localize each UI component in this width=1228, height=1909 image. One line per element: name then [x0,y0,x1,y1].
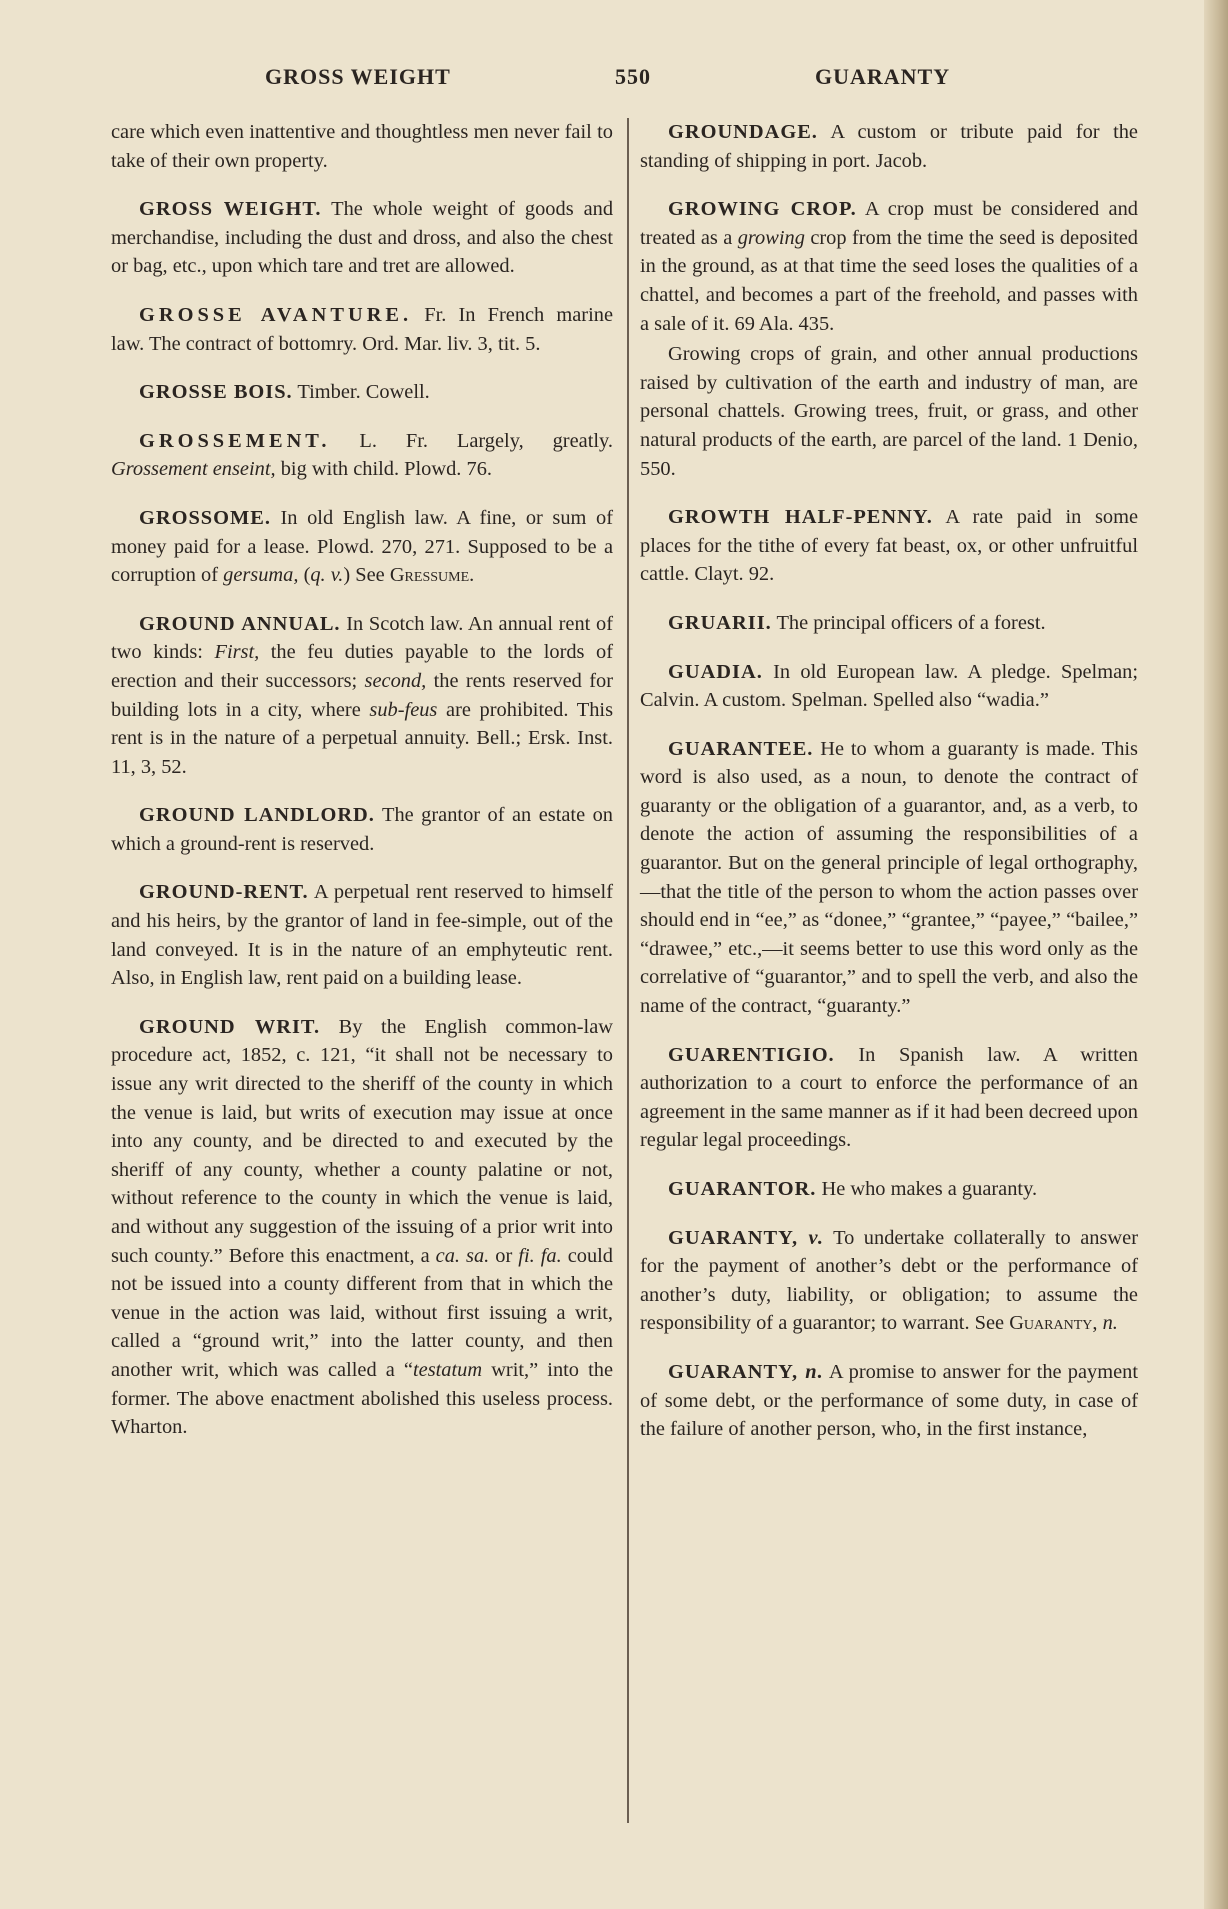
entry-text: He to whom a guaranty is made. This word is also used, as a noun, to denote the contract of guaranty or the obligation of a guarantor, and, as a verb, to denote the action of assuming the responsibilities of a guarantor. But on the general principle of legal orthography,—that the title of the person to whom the action passes over should end in “ee,” as “donee,” “grantee,” “payee,” “bailee,” “drawee,” etc.,—it seems better to use this word only as the correlative of “guarantor,” and to spell the verb, and also the name of the contract, “guaranty.” [640,737,1138,1018]
entry-italic-text: n. [1102,1312,1118,1335]
entry-text: ) See [343,564,390,587]
entry-text: L. Fr. Largely, greatly. [330,429,613,452]
dictionary-entry [640,503,1138,589]
entry-cross-reference: Guaranty, [1009,1312,1098,1335]
entry-text: The principal officers of a forest. [771,611,1046,634]
dictionary-entry [640,340,1138,483]
entry-headword: GROSSOME. [139,506,271,529]
entry-text: writ,” into the former. The above enactment abolished this useless process. Wharton. [111,1358,614,1439]
entry-headword-part-of-speech: v. [808,1226,824,1249]
entry-text: A custom or tribute paid for the standing of shipping in port. Jacob. [640,121,1138,172]
dictionary-entry [111,118,613,175]
dictionary-entry [111,378,613,407]
entry-text: Fr. In French marine law. The contract of bottomry. Ord. Mar. liv. 3, tit. 5. [111,303,614,355]
entry-headword: GUARANTY, [668,1360,806,1383]
entry-headword: GROUND-RENT. [139,881,309,904]
entry-text: Growing crops of grain, and other annual productions raised by cultivation of the earth and industry of man, are personal chattels. Growing trees, fruit, or grass, and other natural products of the earth, are parcel of the land. 1 Denio, 550. [640,343,1138,480]
entry-text: By the English common-law procedure act, 1852, c. 121, “it shall not be necessary to issue any writ directed to the sheriff of the county in which the venue is laid, but writs of execution may issue at once into any county, and be directed to and executed by the sheriff of any county, whether a county palatine or not, without reference to the county in which the venue is laid, and without any suggestion of the issuing of a prior writ into such county.” Before this enactment, a [111,1015,613,1267]
dictionary-entry [111,878,613,992]
entry-headword: GROSS WEIGHT. [139,198,322,221]
left-column [111,118,613,1462]
entry-cross-reference: Gressume. [389,564,475,587]
entry-text: In Spanish law. A written authorization to a court to enforce the performance of an agreement in the same manner as if it had been decreed upon regular legal proceedings. [640,1043,1138,1152]
entry-text: crop from the time the seed is deposited in the ground, as at that time the seed loses the qualities of a chattel, and becomes a part of the freehold, and passes with a sale of it. 69 Ala. 435. [640,226,1138,335]
entry-text: could not be issued into a county different from that in which the venue in the action was laid, without first issuing a writ, called a “ground writ,” into the latter county, and then another writ, which was called a “ [111,1244,614,1381]
entry-headword: GUADIA. [668,660,763,683]
dictionary-entry [640,195,1138,338]
entry-headword: GROUND LANDLORD. [139,804,375,827]
entry-headword-part-of-speech: n. [805,1360,824,1383]
dictionary-entry [640,1041,1138,1155]
dictionary-entry [640,1224,1138,1338]
entry-headword: GUARANTY, [668,1226,809,1249]
entry-text: A rate paid in some places for the tithe of every fat beast, ox, or other unfruitful cattle. Clayt. 92. [640,506,1138,586]
entry-text: In Scotch law. An annual rent of two kinds: [111,612,613,664]
entry-headword: GUARANTEE. [668,737,814,760]
entry-italic-text: ca. sa. [435,1244,490,1267]
dictionary-entry [111,427,613,484]
dictionary-entry [640,118,1138,175]
dictionary-entry [640,735,1138,1021]
entry-headword: GROSSE AVANTURE. [139,303,413,326]
entry-text: Timber. Cowell. [292,381,430,404]
entry-italic-text: second, [364,669,427,692]
entry-text: In old English law. A fine, or sum of money paid for a lease. Plowd. 270, 271. Supposed to be a corruption of [111,506,613,587]
header-right-guide-word: GUARANTY [815,64,951,89]
dictionary-entry [111,301,613,358]
dictionary-entry [111,610,613,782]
entry-italic-text: First, [214,641,260,664]
entry-italic-text: q. v. [310,564,344,587]
entry-text: To undertake collaterally to answer for the payment of another’s debt or the performance of another’s duty, liability, or obligation; to assume the responsibility of a guarantor; to warrant. See [640,1226,1138,1335]
entry-text: care which even inattentive and thoughtless men never fail to take of their own property. [111,121,613,172]
entry-text: big with child. Plowd. 76. [275,458,492,481]
entry-text: A crop must be considered and treated as a [640,198,1138,249]
entry-italic-text: sub-feus [369,698,438,721]
entry-headword: GRUARII. [668,611,772,634]
entry-text: A promise to answer for the payment of some debt, or the performance of some duty, in case of the failure of another person, who, in the first instance, [640,1360,1139,1441]
entry-headword: GROUNDAGE. [668,121,818,143]
entry-text: the rents reserved for building lots in a city, where [111,669,613,721]
header-left-guide-word: GROSS WEIGHT [265,64,451,89]
entry-headword: GROUND ANNUAL. [139,612,341,635]
entry-headword: GROUND WRIT. [139,1015,321,1038]
entry-italic-text: Grossement enseint, [111,458,276,481]
dictionary-entry [640,1175,1138,1204]
dictionary-entry [640,609,1138,638]
dictionary-entry [640,658,1138,715]
dictionary-entry [111,801,613,858]
dictionary-entry [111,504,613,590]
entry-text: A perpetual rent reserved to himself and his heirs, by the grantor of land in fee-simple, out of the land conveyed. It is in the nature of an emphyteutic rent. Also, in English law, rent paid on a building lease. [111,881,613,990]
entry-headword: GUARENTIGIO. [668,1043,835,1066]
entry-headword: GUARANTOR. [668,1178,817,1200]
running-header [110,64,1150,98]
entry-text: The whole weight of goods and merchandise, including the dust and dross, and also the chest or bag, etc., upon which tare and tret are allowed. [111,198,614,278]
entry-text: The grantor of an estate on which a ground-rent is reserved. [111,804,613,855]
dictionary-entry [111,1013,613,1442]
entry-text: the feu duties payable to the lords of erection and their successors; [111,641,613,692]
entry-text: ( [298,564,311,587]
dictionary-entry [640,1358,1138,1444]
entry-text: or [489,1244,519,1267]
dictionary-entry [111,195,613,281]
column-divider [627,118,629,1823]
entry-italic-text: fi. fa. [518,1244,562,1267]
entry-italic-text: gersuma, [223,564,299,587]
entry-headword: GROSSEMENT. [139,429,331,452]
entry-text: are prohibited. This rent is in the nature of a perpetual annuity. Bell.; Ersk. Inst. 11, 3, 52. [111,698,614,778]
entry-text: He who makes a guaranty. [816,1178,1038,1200]
page-number: 550 [615,64,651,89]
right-column [640,118,1138,1464]
entry-text: In old European law. A pledge. Spelman; Calvin. A custom. Spelman. Spelled also “wadia.” [640,660,1138,712]
entry-italic-text: testatum [412,1358,483,1381]
entry-italic-text: growing [737,226,805,249]
page-edge [1204,0,1228,1909]
entry-headword: GROSSE BOIS. [139,381,293,404]
entry-headword: GROWTH HALF-PENNY. [668,506,933,529]
entry-headword: GROWING CROP. [668,198,857,221]
